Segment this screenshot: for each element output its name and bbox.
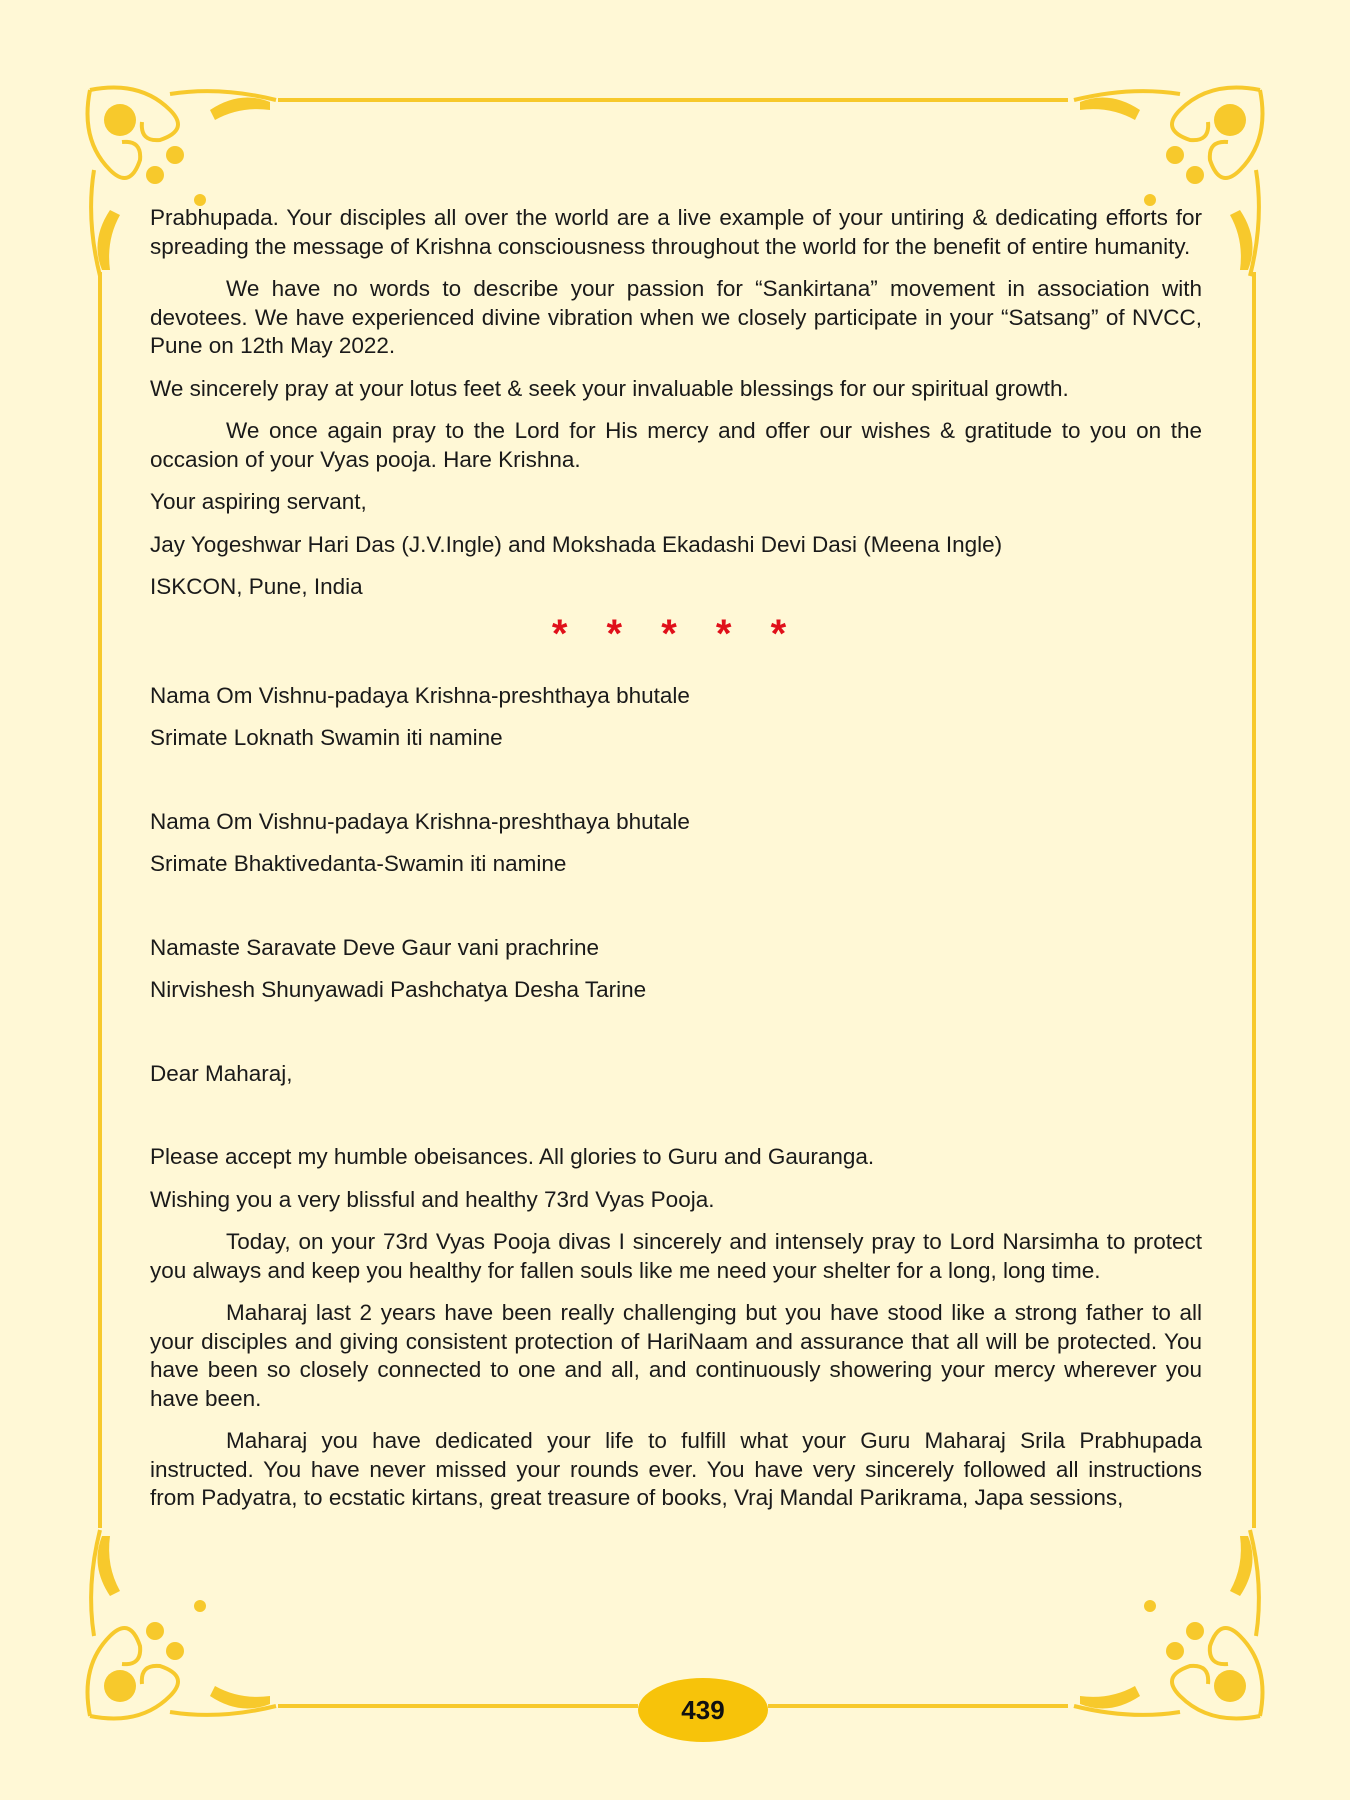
star-separator: * * * * * bbox=[551, 611, 801, 656]
page-number-badge bbox=[638, 1678, 768, 1742]
verse-line: Srimate Bhaktivedanta-Swamin iti namine bbox=[150, 851, 567, 876]
signature-location: ISKCON, Pune, India bbox=[150, 574, 363, 599]
frame-bottom-line-right bbox=[768, 1704, 1068, 1708]
verse-line: Nama Om Vishnu-padaya Krishna-preshthaya bhutale bbox=[150, 808, 690, 834]
frame-top-line bbox=[278, 98, 1068, 102]
signoff-line: Your aspiring servant, bbox=[150, 489, 367, 514]
paragraph-sankirtana: We have no words to describe your passion for “Sankirtana” movement in association with devotees. We have experienced divine vibration when we closely participate in your “Satsang” of NVCC, Pune on 12th May 2022. bbox=[150, 276, 1202, 358]
frame-left-line bbox=[98, 272, 102, 1528]
letter-paragraph: Maharaj last 2 years have been really challenging but you have stood like a strong father to all your disciples and giving consistent protection of HariNaam and assurance that all will be protected. You have been so closely connected to one and all, and continuously showering your mercy wherever you have been. bbox=[150, 1300, 1202, 1411]
letter-paragraph: Maharaj you have dedicated your life to fulfill what your Guru Maharaj Srila Prabhupada instructed. You have never missed your rounds ever. You have very sincerely followed all instructions from Padyatra, to ecstatic kirtans, great treasure of books, Vraj Mandal Parikrama, Japa sessions, bbox=[150, 1428, 1202, 1510]
letter-paragraph: Wishing you a very blissful and healthy 73rd Vyas Pooja. bbox=[150, 1186, 715, 1212]
verse-line: Srimate Loknath Swamin iti namine bbox=[150, 725, 503, 750]
paragraph-prayer: We sincerely pray at your lotus feet & seek your invaluable blessings for our spiritual growth. bbox=[150, 375, 1069, 401]
paragraph-prabhupada: Prabhupada. Your disciples all over the world are a live example of your untiring & dedicating efforts for spreading the message of Krishna consciousness throughout the world for the benefit of entire humanity. bbox=[150, 205, 1202, 259]
signature-names: Jay Yogeshwar Hari Das (J.V.Ingle) and Mokshada Ekadashi Devi Dasi (Meena Ingle) bbox=[150, 531, 1003, 557]
verse-line: Nama Om Vishnu-padaya Krishna-preshthaya bhutale bbox=[150, 682, 690, 708]
page-content bbox=[150, 204, 1202, 1513]
corner-ornament-bottom-left bbox=[80, 1526, 280, 1726]
verse-line: Nirvishesh Shunyawadi Pashchatya Desha Tarine bbox=[150, 977, 647, 1002]
letter-paragraph: Please accept my humble obeisances. All glories to Guru and Gauranga. bbox=[150, 1144, 875, 1169]
paragraph-vyas-pooja: We once again pray to the Lord for His mercy and offer our wishes & gratitude to you on the occasion of your Vyas pooja. Hare Krishna. bbox=[150, 418, 1202, 472]
letter-paragraph: Today, on your 73rd Vyas Pooja divas I sincerely and intensely pray to Lord Narsimha to protect you always and keep you healthy for fallen souls like me need your shelter for a long, long time. bbox=[150, 1229, 1202, 1283]
page-number: 439 bbox=[681, 1694, 725, 1725]
corner-ornament-bottom-right bbox=[1070, 1526, 1270, 1726]
frame-bottom-line bbox=[278, 1704, 638, 1708]
frame-right-line bbox=[1252, 272, 1256, 1528]
verse-line: Namaste Saravate Deve Gaur vani prachrine bbox=[150, 934, 599, 960]
salutation: Dear Maharaj, bbox=[150, 1060, 293, 1086]
